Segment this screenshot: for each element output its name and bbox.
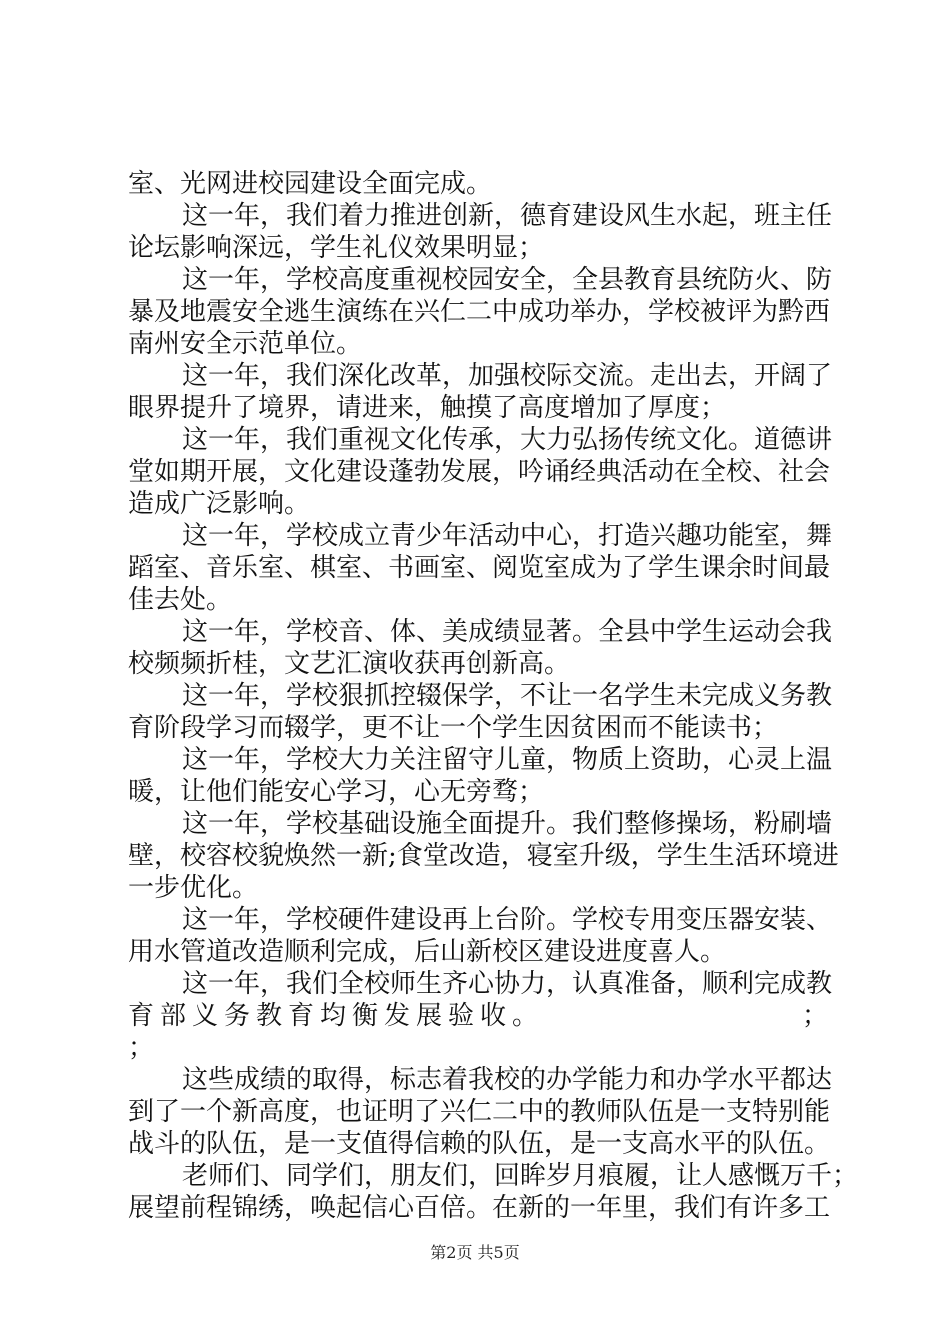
text-line: 佳去处。 [128, 585, 233, 615]
document-body [128, 168, 859, 1224]
text-line: 战斗的队伍，是一支值得信赖的队伍，是一支高水平的队伍。 [128, 1129, 831, 1159]
text-line-trailing-punctuation: ； [801, 1001, 828, 1031]
text-line: 育阶段学习而辍学，更不让一个学生因贫困而不能读书； [128, 713, 779, 743]
page-number-footer: 第2页 共5页 [430, 1243, 520, 1262]
text-line: 论坛影响深远，学生礼仪效果明显； [128, 233, 545, 263]
text-line [128, 1000, 828, 1032]
text-line: 这一年，我们深化改革，加强校际交流。走出去，开阔了 [182, 361, 833, 391]
text-line: 暖，让他们能安心学习，心无旁骛； [128, 777, 545, 807]
text-line: 造成广泛影响。 [128, 489, 311, 519]
text-line: 眼界提升了境界，请进来，触摸了高度增加了厚度； [128, 393, 727, 423]
text-line: 壁，校容校貌焕然一新;食堂改造，寝室升级，学生生活环境进 [128, 841, 839, 871]
text-line: 这一年，学校狠抓控辍保学，不让一名学生未完成义务教 [182, 681, 833, 711]
text-line: 校频频折桂，文艺汇演收获再创新高。 [128, 649, 571, 679]
text-line: 蹈室、音乐室、棋室、书画室、阅览室成为了学生课余时间最 [128, 553, 831, 583]
text-line: 这些成绩的取得，标志着我校的办学能力和办学水平都达 [182, 1065, 833, 1095]
text-line: 展望前程锦绣，唤起信心百倍。在新的一年里，我们有许多工 [128, 1193, 831, 1223]
text-line: 堂如期开展，文化建设蓬勃发展，吟诵经典活动在全校、社会 [128, 457, 831, 487]
text-line: 南州安全示范单位。 [128, 329, 363, 359]
text-line: 这一年，学校基础设施全面提升。我们整修操场，粉刷墙 [182, 809, 833, 839]
text-line: 这一年，学校音、体、美成绩显著。全县中学生运动会我 [182, 617, 833, 647]
text-line: 到了一个新高度，也证明了兴仁二中的教师队伍是一支特别能 [128, 1097, 831, 1127]
text-line: 这一年，我们全校师生齐心协力，认真准备，顺利完成教 [182, 969, 833, 999]
text-line: 这一年，学校大力关注留守儿童，物质上资助，心灵上温 [182, 745, 833, 775]
text-line: 暴及地震安全逃生演练在兴仁二中成功举办，学校被评为黔西 [128, 297, 831, 327]
text-line: 这一年，学校硬件建设再上台阶。学校专用变压器安装、 [182, 905, 833, 935]
text-line: ； [128, 1033, 155, 1063]
text-line: 这一年，我们重视文化传承，大力弘扬传统文化。道德讲 [182, 425, 833, 455]
text-line: 室、光网进校园建设全面完成。 [128, 169, 493, 199]
text-line: 老师们、同学们，朋友们，回眸岁月痕履，让人感慨万千； [182, 1161, 859, 1191]
text-line: 一步优化。 [128, 873, 259, 903]
text-line: 这一年，学校高度重视校园安全，全县教育县统防火、防 [182, 265, 833, 295]
text-line: 这一年，我们着力推进创新，德育建设风生水起，班主任 [182, 201, 833, 231]
text-line: 这一年，学校成立青少年活动中心，打造兴趣功能室，舞 [182, 521, 833, 551]
text-line-content: 育部义务教育均衡发展验收。 [128, 1001, 545, 1031]
text-line: 用水管道改造顺利完成，后山新校区建设进度喜人。 [128, 937, 727, 967]
